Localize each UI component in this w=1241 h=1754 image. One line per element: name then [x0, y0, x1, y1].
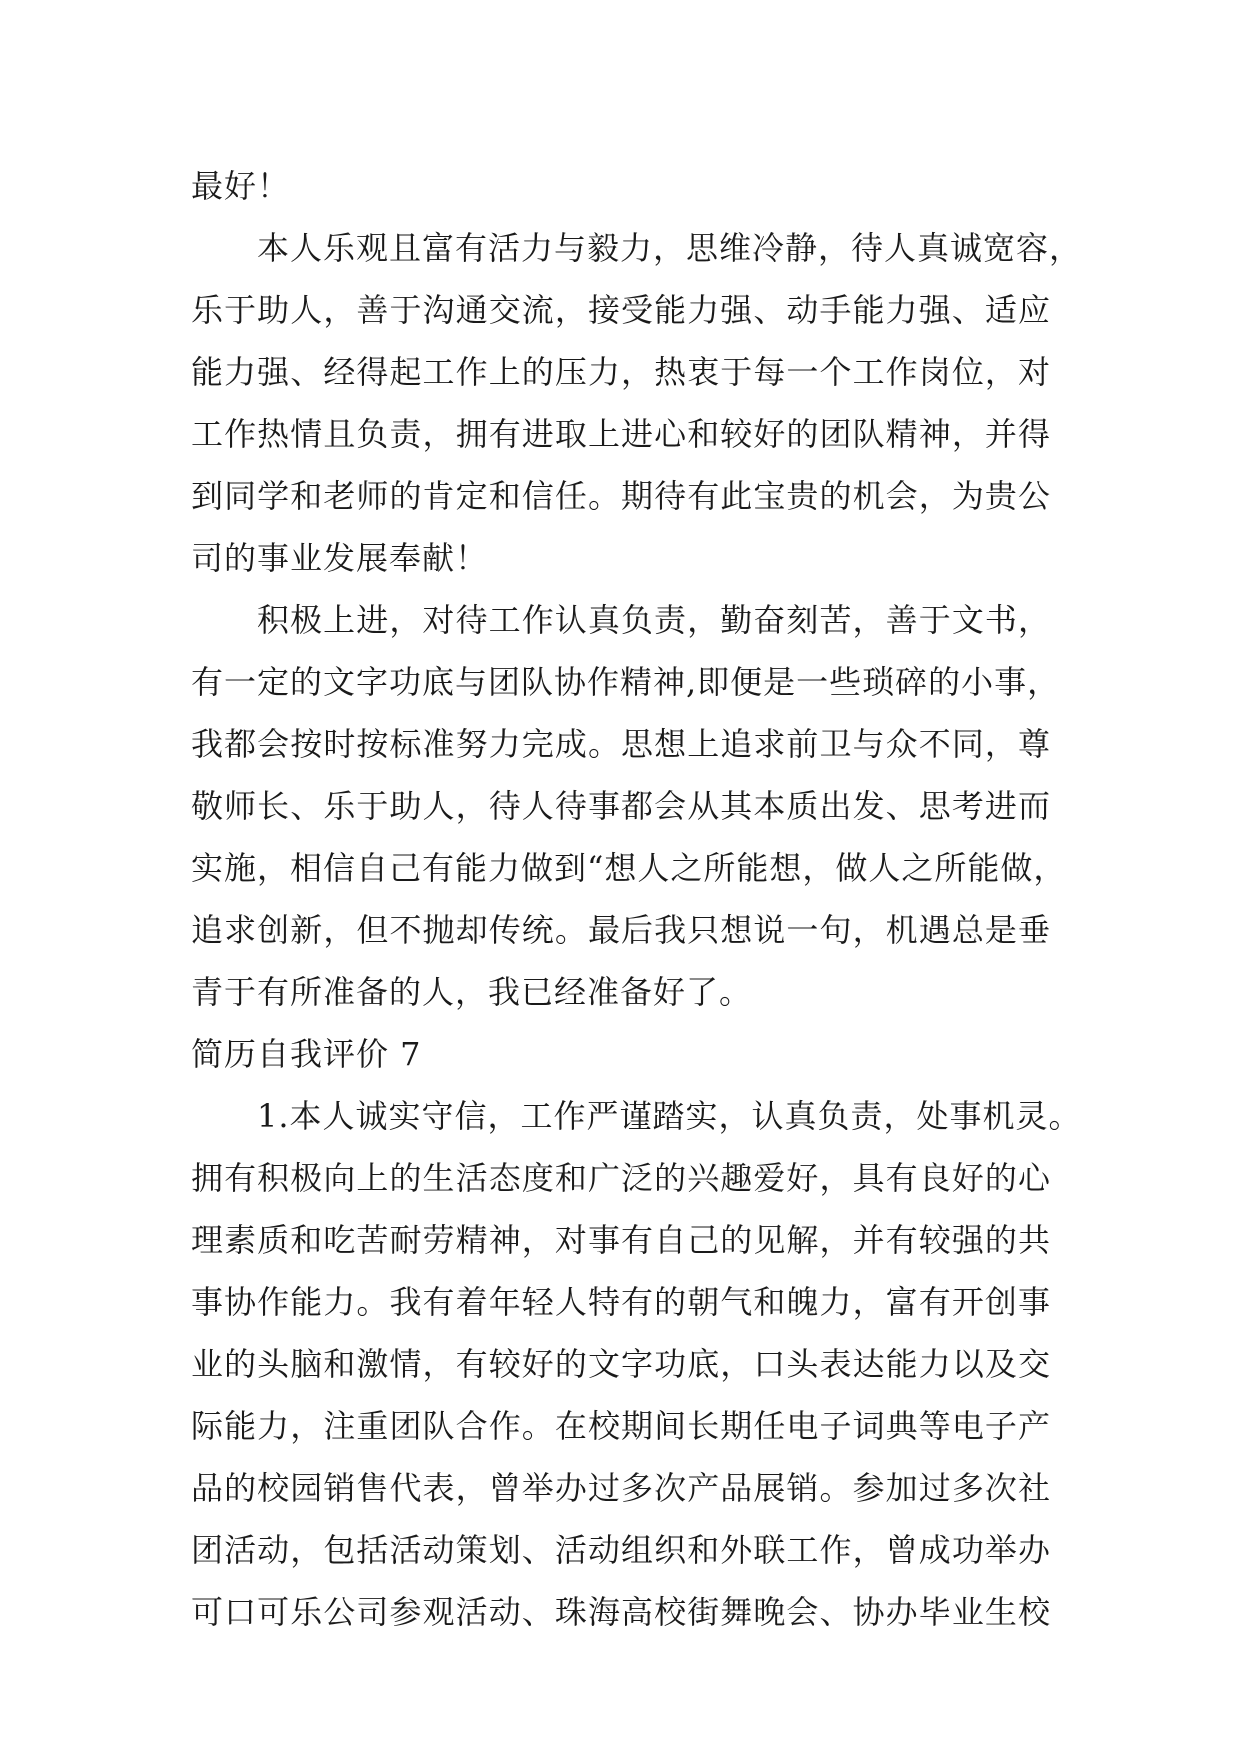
document-line: 工作热情且负责，拥有进取上进心和较好的团队精神，并得 [191, 415, 1051, 453]
document-body [191, 155, 1083, 1643]
document-line: 到同学和老师的肯定和信任。期待有此宝贵的机会，为贵公 [191, 477, 1051, 515]
document-line: 有一定的文字功底与团队协作精神,即便是一些琐碎的小事， [191, 663, 1061, 701]
document-line: 1.本人诚实守信，工作严谨踏实，认真负责，处事机灵。 [257, 1097, 1082, 1135]
document-line: 本人乐观且富有活力与毅力，思维冷静，待人真诚宽容， [257, 229, 1083, 267]
document-line: 团活动，包括活动策划、活动组织和外联工作，曾成功举办 [191, 1531, 1051, 1569]
document-line: 际能力，注重团队合作。在校期间长期任电子词典等电子产 [191, 1407, 1051, 1445]
document-line: 积极上进，对待工作认真负责，勤奋刻苦，善于文书， [257, 601, 1051, 639]
document-line: 最好！ [191, 167, 291, 205]
document-line: 理素质和吃苦耐劳精神，对事有自己的见解，并有较强的共 [191, 1221, 1051, 1259]
document-line: 简历自我评价 7 [191, 1035, 422, 1073]
document-line: 乐于助人，善于沟通交流，接受能力强、动手能力强、适应 [191, 291, 1051, 329]
document-line: 敬师长、乐于助人，待人待事都会从其本质出发、思考进而 [191, 787, 1051, 825]
document-line: 实施，相信自己有能力做到“想人之所能想，做人之所能做， [191, 849, 1067, 887]
document-line: 司的事业发展奉献！ [191, 539, 489, 577]
document-line: 品的校园销售代表，曾举办过多次产品展销。参加过多次社 [191, 1469, 1051, 1507]
document-line: 青于有所准备的人，我已经准备好了。 [191, 973, 753, 1011]
document-line: 能力强、经得起工作上的压力，热衷于每一个工作岗位，对 [191, 353, 1051, 391]
document-line: 追求创新，但不抛却传统。最后我只想说一句，机遇总是垂 [191, 911, 1051, 949]
document-line: 业的头脑和激情，有较好的文字功底，口头表达能力以及交 [191, 1345, 1051, 1383]
document-line: 可口可乐公司参观活动、珠海高校街舞晚会、协办毕业生校 [191, 1593, 1051, 1631]
document-line: 事协作能力。我有着年轻人特有的朝气和魄力，富有开创事 [191, 1283, 1051, 1321]
document-line: 我都会按时按标准努力完成。思想上追求前卫与众不同，尊 [191, 725, 1051, 763]
document-line: 拥有积极向上的生活态度和广泛的兴趣爱好，具有良好的心 [191, 1159, 1051, 1197]
